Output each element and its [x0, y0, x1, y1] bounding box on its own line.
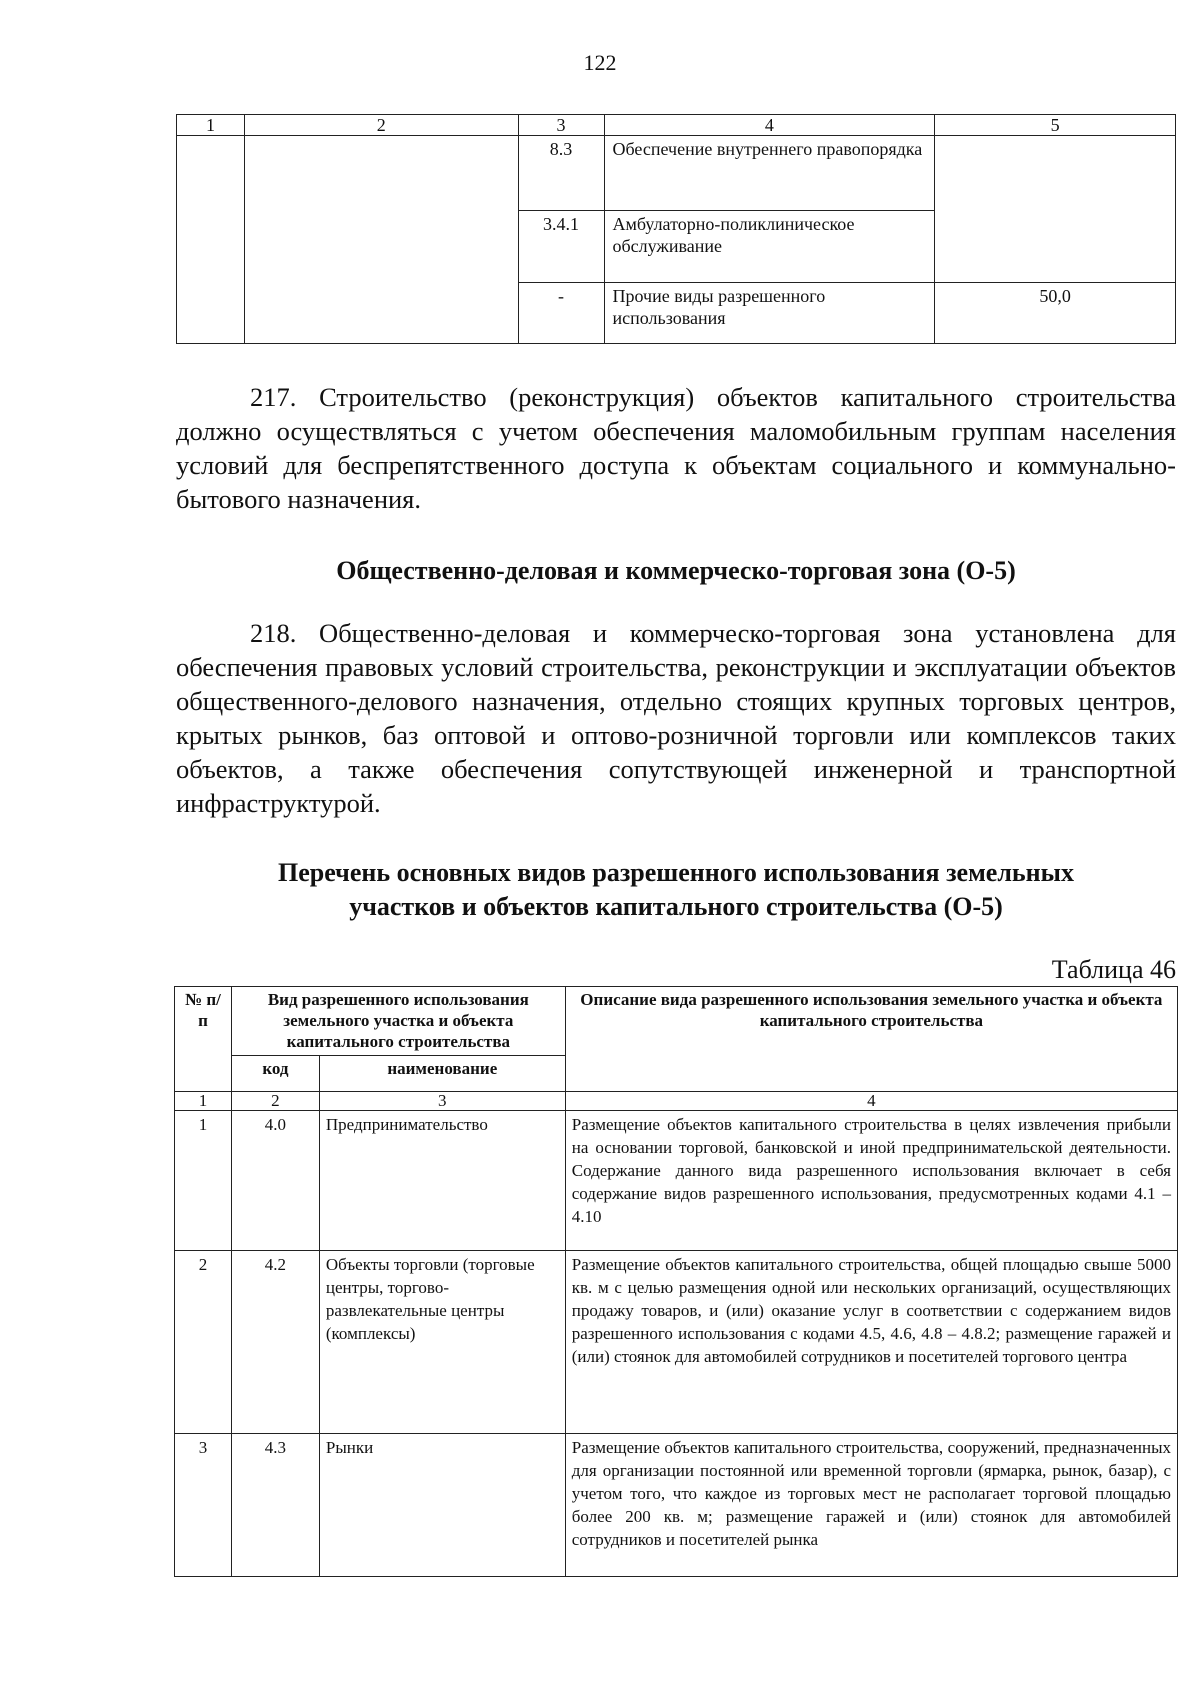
- zone-uses-table: [174, 986, 1178, 1577]
- col-number: 1: [177, 115, 245, 136]
- row-value: [935, 136, 1176, 283]
- continuation-table: [176, 114, 1176, 344]
- header-row: [175, 987, 1178, 1056]
- row-code: 8.3: [518, 136, 604, 211]
- header-description: Описание вида разрешенного использования земельного участка и объекта капитального строительства: [565, 987, 1177, 1092]
- row-num: 3: [175, 1434, 232, 1577]
- row-name: Предпринимательство: [319, 1111, 565, 1251]
- page-number: 122: [583, 50, 617, 75]
- col-number: 3: [319, 1092, 565, 1111]
- paragraph-218: 218. Общественно-деловая и коммерческо-торговая зона установлена для обеспечения правовых условий строительства, реконструкции и эксплуатации объектов общественного-делового назначения, отдельно стоящих крупных торговых центров, крытых рынков, баз оптовой и оптово-розничной торговли или комплексов таких объектов, а также обеспечения сопутствующей инженерной и транспортной инфраструктурой.: [176, 618, 1176, 818]
- list-heading-line: Перечень основных видов разрешенного использования земельных: [278, 858, 1074, 887]
- header-code: код: [231, 1056, 319, 1092]
- col-number: 2: [231, 1092, 319, 1111]
- header-kind: Вид разрешенного использования земельного участка и объекта капитального строительства: [231, 987, 565, 1056]
- row-description: Размещение объектов капитального строительства, общей площадью свыше 5000 кв. м с целью размещения одной или нескольких организаций, осуществляющих продажу товаров, и (или) оказание услуг в соответствии с содержанием видов разрешенного использования с кодами 4.5, 4.6, 4.8 – 4.8.2; размещение гаражей и (или) стоянок для автомобилей сотрудников и посетителей торгового центра: [565, 1251, 1177, 1434]
- row-name: Рынки: [319, 1434, 565, 1577]
- col-number: 2: [244, 115, 518, 136]
- column-numbers-row: [175, 1092, 1178, 1111]
- table-row: [175, 1434, 1178, 1577]
- row-num: 1: [175, 1111, 232, 1251]
- row-name: Обеспечение внутреннего правопорядка: [604, 136, 935, 211]
- header-name: наименование: [319, 1056, 565, 1092]
- col-number: 1: [175, 1092, 232, 1111]
- row-num: 2: [175, 1251, 232, 1434]
- column-numbers-row: [177, 115, 1176, 136]
- row-code: 4.2: [231, 1251, 319, 1434]
- col-number: 5: [935, 115, 1176, 136]
- col-number: 4: [604, 115, 935, 136]
- paragraph-217: 217. Строительство (реконструкция) объектов капитального строительства должно осуществляться с учетом обеспечения маломобильным группам населения условий для беспрепятственного доступа к объектам социального и коммунально-бытового назначения.: [176, 382, 1176, 514]
- row-code: 4.3: [231, 1434, 319, 1577]
- col-number: 3: [518, 115, 604, 136]
- row-description: Размещение объектов капитального строительства в целях извлечения прибыли на основании торговой, банковской и иной предпринимательской деятельности. Содержание данного вида разрешенного использования включает в себя содержание видов разрешенного использования, предусмотренных кодами 4.1 – 4.10: [565, 1111, 1177, 1251]
- table-caption: Таблица 46: [1051, 955, 1176, 984]
- header-num: № п/п: [175, 987, 232, 1092]
- empty-cell: [244, 136, 518, 344]
- row-name: Амбулаторно-поликлиническое обслуживание: [604, 211, 935, 283]
- col-number: 4: [565, 1092, 1177, 1111]
- row-value: 50,0: [935, 283, 1176, 344]
- row-code: -: [518, 283, 604, 344]
- row-code: 3.4.1: [518, 211, 604, 283]
- row-name: Прочие виды разрешенного использования: [604, 283, 935, 344]
- table-row: [175, 1251, 1178, 1434]
- list-heading: [176, 856, 1176, 924]
- row-description: Размещение объектов капитального строительства, сооружений, предназначенных для организации постоянной или временной торговли (ярмарка, рынок, базар), с учетом того, что каждое из торговых мест не располагает торговой площадью более 200 кв. м; размещение гаражей и (или) стоянок для автомобилей сотрудников и посетителей рынка: [565, 1434, 1177, 1577]
- row-name: Объекты торговли (торговые центры, торгово-развлекательные центры (комплексы): [319, 1251, 565, 1434]
- table-row: [175, 1111, 1178, 1251]
- row-code: 4.0: [231, 1111, 319, 1251]
- zone-heading: Общественно-деловая и коммерческо-торговая зона (О-5): [336, 556, 1016, 585]
- table-row: [177, 136, 1176, 211]
- empty-cell: [177, 136, 245, 344]
- list-heading-line: участков и объектов капитального строительства (О-5): [349, 892, 1003, 921]
